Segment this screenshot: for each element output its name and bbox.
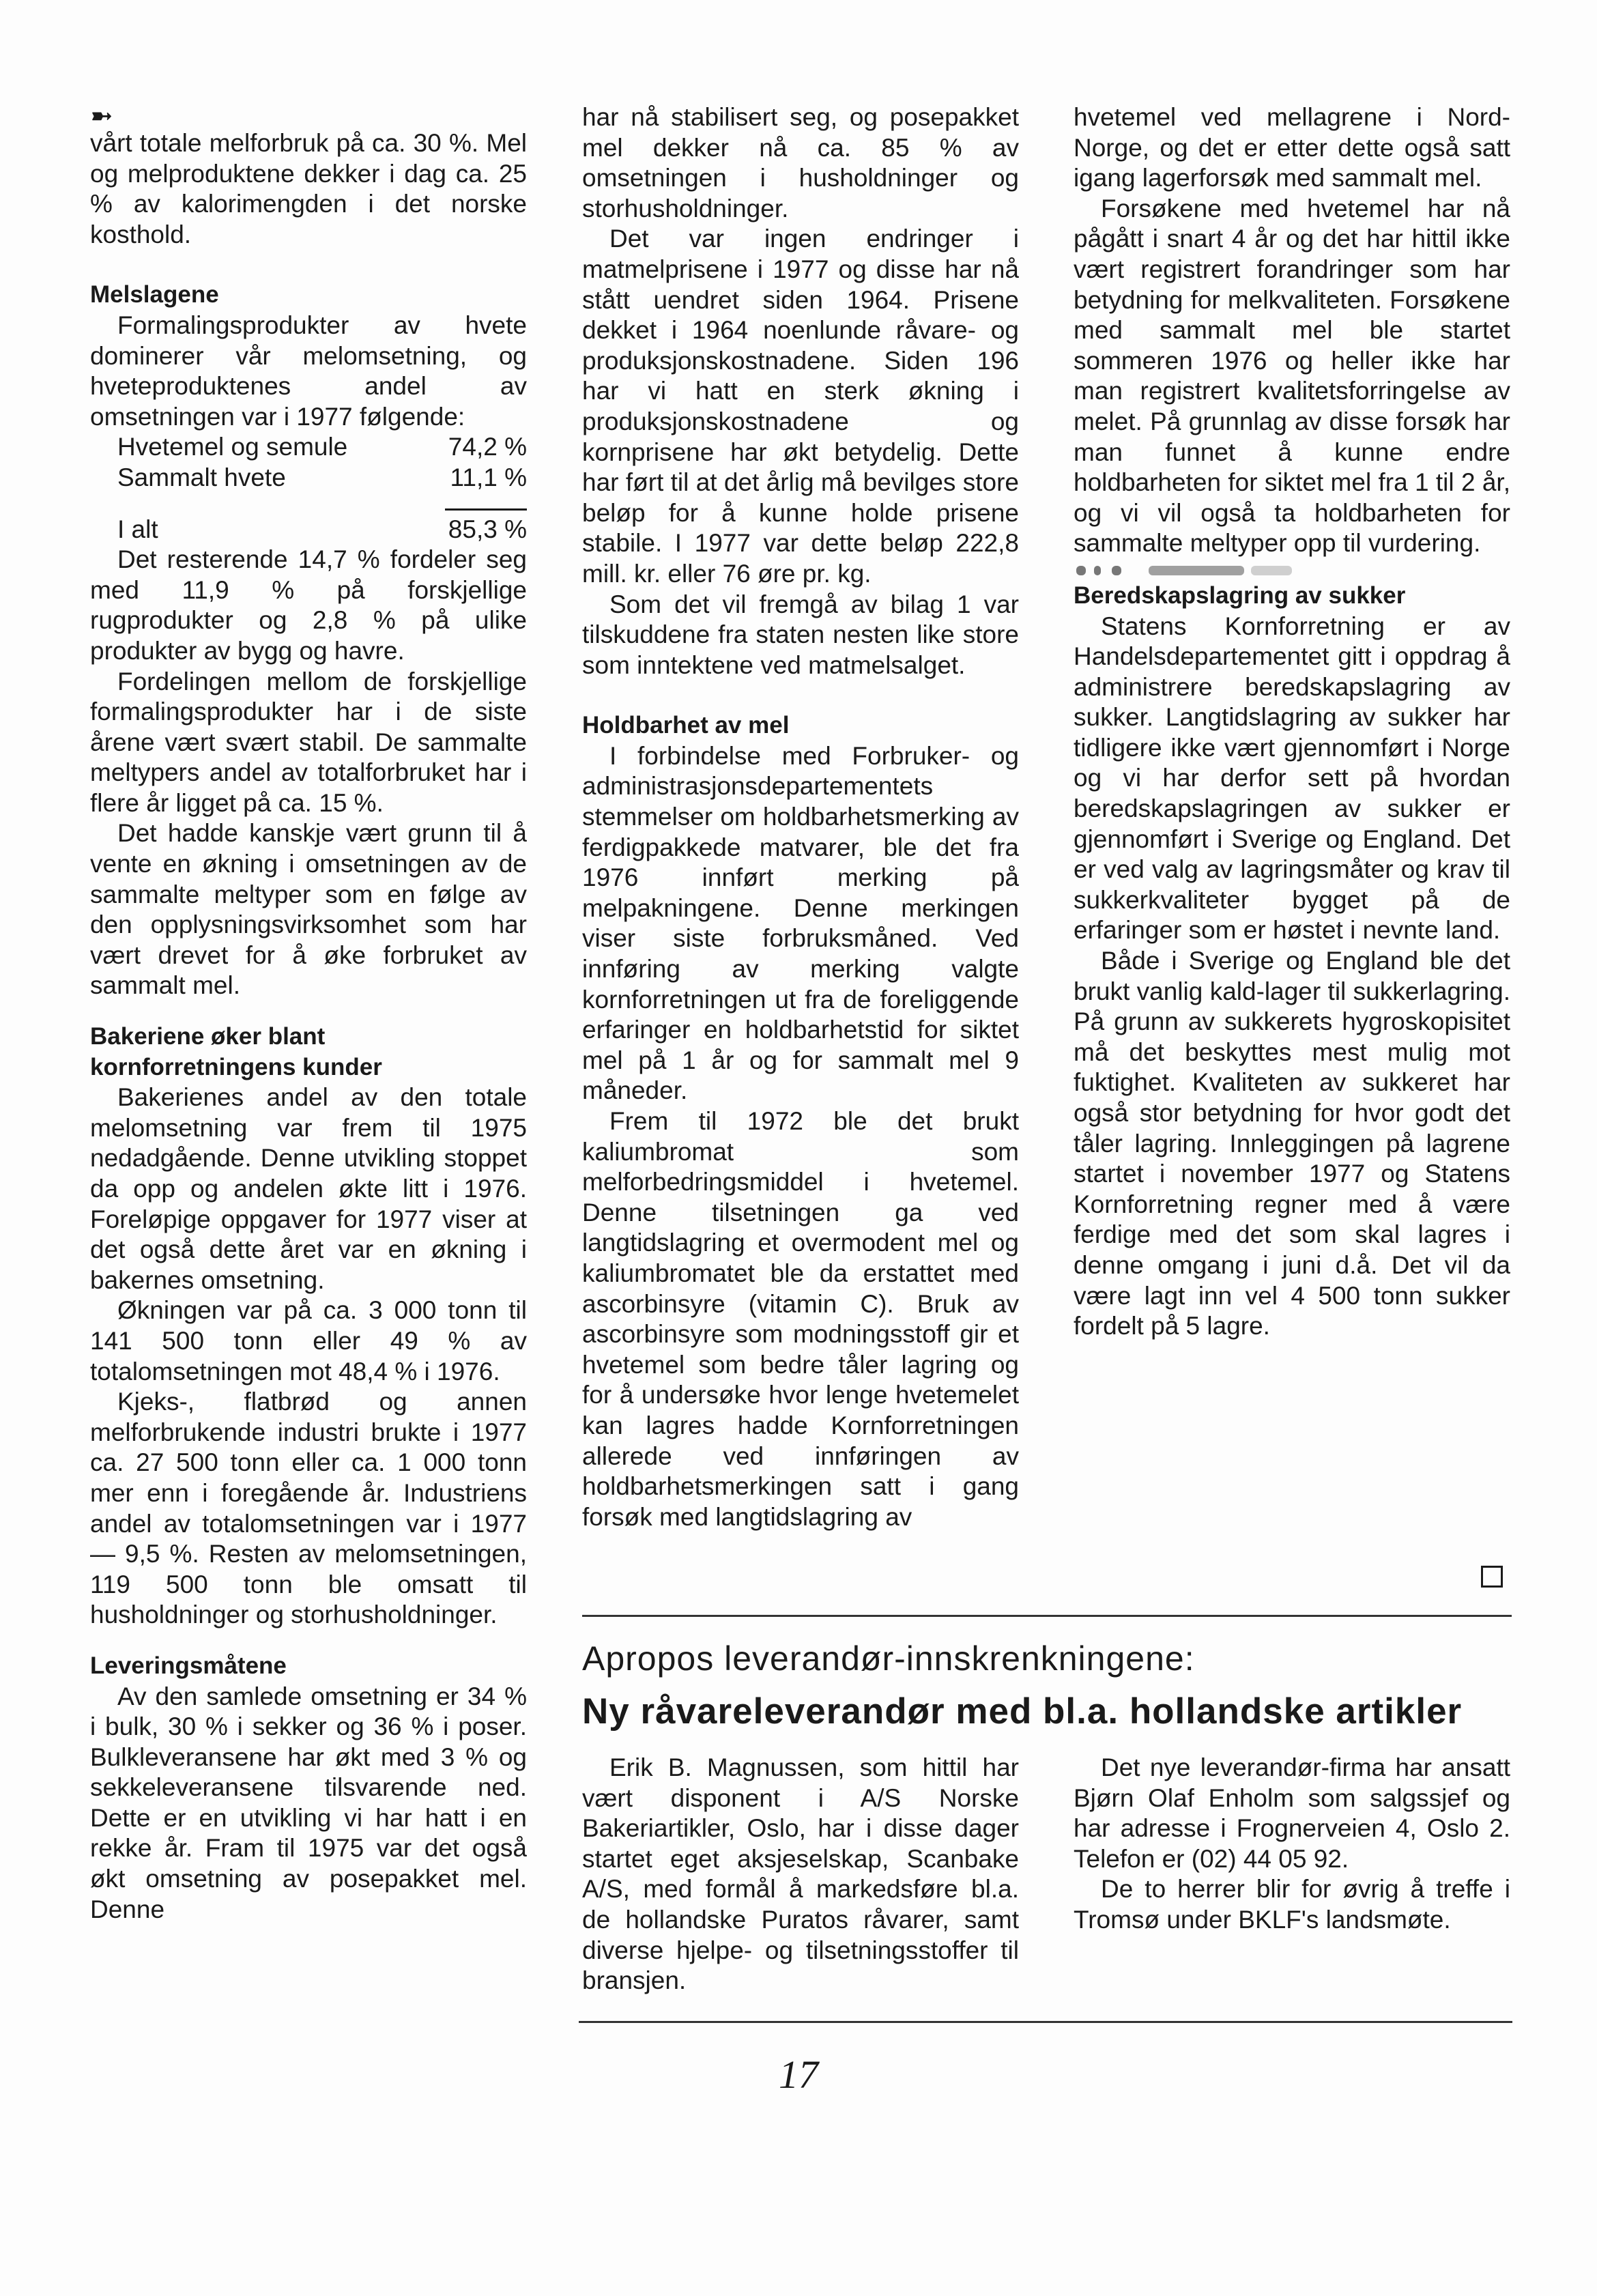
paragraph: Forsøkene med hvetemel har nå pågått i snart 4 år og det har hittil ikke vært registrert forandringer som har betydning for melkvaliteten. Forsøkene med sammalt mel ble startet sommeren 1976 og heller ikke har man registrert kvalitetsforringelse av melet. På grunnlag av disse forsøk har man funnet å kunne endre holdbarheten for siktet mel fra 1 til 2 år, og vi vil også ta holdbarheten for sammalte meltyper opp til vurdering.	[1074, 194, 1510, 558]
paragraph: Som det vil fremgå av bilag 1 var tilskuddene fra staten nesten like store som inntektene ved matmelsalget.	[582, 590, 1019, 679]
article-divider-top	[582, 1615, 1512, 1617]
table-cell-value: 74,2 %	[448, 433, 527, 461]
article-headline: Ny råvareleverandør med bl.a. hollandske artikler	[582, 1691, 1463, 1732]
flour-share-table	[90, 432, 527, 545]
paragraph: Statens Kornforretning er av Handelsdepartementet gitt i oppdrag å administrere beredskapslagring av sukker. Langtidslagring av sukker har tidligere ikke vært gjennomført i Norge og vi har derfor sett på hvordan beredskapslagringen av sukker er gjennomført i Sverige og England. Det er ved valg av lagringsmåter og krav til sukkerkvaliteter bygget på de erfaringer som er høstet i nevnte land.	[1074, 612, 1510, 945]
paragraph: Det var ingen endringer i matmelprisene i 1977 og disse har nå stått uendret siden 1964. Prisene dekket i 1964 noenlunde råvare- og produksjonskostnadene. Siden 196 har vi hatt en sterk økning i produksjonskostnadene og kornprisene har økt betydelig. Dette har ført til at det årlig må bevilges store beløp for å kunne holde prisene stabile. I 1977 var dette beløp 222,8 mill. kr. eller 76 øre pr. kg.	[582, 225, 1019, 588]
paragraph: har nå stabilisert seg, og posepakket mel dekker nå ca. 85 % av omsetningen i husholdninger og storhusholdninger.	[582, 103, 1019, 223]
paragraph: Frem til 1972 ble det brukt kaliumbromat som melforbedringsmiddel i hvetemel. Denne tilsetningen ga ved langtidslagring et overmodent mel og kaliumbromatet ble da erstattet med ascorbinsyre (vitamin C). Bruk av ascorbinsyre som modningsstoff gir et hvetemel som bedre tåler lagring og for å undersøke hvor lenge hvetemelet kan lagres hadde Kornforretningen allerede ved innføringen av holdbarhetsmerkingen satt i gang forsøk med langtidslagring av	[582, 1107, 1019, 1531]
paragraph: Formalingsprodukter av hvete dominerer vår melomsetning, og hveteproduktenes andel av omsetningen var i 1977 følgende:	[90, 311, 527, 431]
paragraph: Kjeks-, flatbrød og annen melforbrukende industri brukte i 1977 ca. 27 500 tonn eller ca. 1 000 tonn mer enn i foregående år. Industriens andel av totalomsetningen var i 1977 — 9,5 %. Resten av melomsetningen, 119 500 tonn ble omsatt til husholdninger og storhusholdninger.	[90, 1388, 527, 1629]
article-column-2	[1074, 1753, 1510, 1936]
continuation-arrow-icon: ➼	[90, 101, 109, 131]
column-3	[1074, 102, 1510, 1342]
table-cell-label: Sammalt hvete	[117, 463, 286, 491]
page-number: 17	[779, 2052, 818, 2097]
column-2	[582, 102, 1019, 1532]
table-sum-rule	[445, 508, 527, 511]
section-heading-bakeriene-line-2: kornforretningens kunder	[90, 1053, 382, 1080]
section-heading-bakeriene: Bakeriene øker blant	[90, 1023, 326, 1050]
print-smudge	[1074, 563, 1510, 581]
paragraph: I forbindelse med Forbruker- og administrasjonsdepartementets stemmelser om holdbarhetsmerking av ferdigpakkede matvarer, ble det fra 1976 innført merking på melpakningene. Denne merkingen viser siste forbruksmåned. Ved innføring av merking valgte kornforretningen ut fra de foreliggende erfaringer en holdbarhetstid for siktet mel på 1 år og for sammalt mel 9 måneder.	[582, 741, 1019, 1105]
table-row	[90, 463, 527, 493]
table-total-value: 85,3 %	[448, 515, 527, 543]
end-of-article-box-icon	[1481, 1566, 1503, 1588]
paragraph: hvetemel ved mellagrene i Nord-Norge, og det er etter dette også satt igang lagerforsøk med sammalt mel.	[1074, 103, 1510, 192]
paragraph: Av den samlede omsetning er 34 % i bulk, 30 % i sekker og 36 % i poser. Bulkleveransene har økt med 3 % og sekkeleveransene tilsvarende ned. Dette er en utvikling vi har hatt i en rekke år. Fram til 1975 var det også økt omsetning av posepakket mel. Denne	[90, 1682, 527, 1923]
paragraph: Det resterende 14,7 % fordeler seg med 11,9 % på forskjellige rugprodukter og 2,8 % på ulike produkter av bygg og havre.	[90, 545, 527, 665]
page-footer-rule	[579, 2021, 1512, 2023]
paragraph: vårt totale melforbruk på ca. 30 %. Mel og melproduktene dekker i dag ca. 25 % av kalorimengden i det norske kosthold.	[90, 129, 527, 248]
table-cell-value: 11,1 %	[450, 463, 527, 491]
section-heading-melslagene: Melslagene	[90, 281, 219, 308]
paragraph: Det nye leverandør-firma har ansatt Bjørn Olaf Enholm som salgssjef og har adresse i Frognerveien 4, Oslo 2. Telefon er (02) 44 05 92.	[1074, 1753, 1510, 1873]
paragraph: Både i Sverige og England ble det brukt vanlig kald-lager til sukkerlagring. På grunn av sukkerets hygroskopisitet må det beskyttes mest mulig mot fuktighet. Kvaliteten av sukkeret har også stor betydning for hvor godt det tåler lagring. Innleggingen på lagrene startet i november 1977 og Statens Kornforretning regner med å være ferdige med det som skal lagres i denne omgang i juni d.å. Det vil da være lagt inn vel 4 500 tonn sukker fordelt på 5 lagre.	[1074, 947, 1510, 1340]
section-heading-leveringsmatene: Leveringsmåtene	[90, 1652, 287, 1679]
table-total-label: I alt	[117, 515, 158, 543]
article-kicker: Apropos leverandør-innskrenkningene:	[582, 1639, 1195, 1678]
paragraph: Erik B. Magnussen, som hittil har vært disponent i A/S Norske Bakeriartikler, Oslo, har i disse dager startet eget aksjeselskap, Scanbake A/S, med formål å markedsføre bl.a. de hollandske Puratos råvarer, samt diverse hjelpe- og tilsetningsstoffer til bransjen.	[582, 1753, 1019, 1995]
column-1	[90, 102, 527, 1925]
table-row	[90, 432, 527, 463]
table-total-row	[90, 515, 527, 545]
section-heading-holdbarhet: Holdbarhet av mel	[582, 712, 790, 739]
section-heading-beredskap: Beredskapslagring av sukker	[1074, 582, 1406, 609]
article-column-1	[582, 1753, 1019, 1996]
paragraph: Fordelingen mellom de forskjellige formalingsprodukter har i de siste årene vært svært stabil. De sammalte meltypers andel av totalforbruket har i flere år ligget på ca. 15 %.	[90, 667, 527, 817]
paragraph: Det hadde kanskje vært grunn til å vente en økning i omsetningen av de sammalte meltyper som en følge av den opplysningsvirksomhet som har vært drevet for å øke forbruket av sammalt mel.	[90, 819, 527, 1000]
paragraph: De to herrer blir for øvrig å treffe i Tromsø under BKLF's landsmøte.	[1074, 1875, 1510, 1934]
table-cell-label: Hvetemel og semule	[117, 433, 348, 461]
paragraph: Bakerienes andel av den totale melomsetning var frem til 1975 nedadgående. Denne utvikling stoppet da opp og andelen økte litt i 1976. Foreløpige oppgaver for 1977 viser at det også dette året var en økning i bakernes omsetning.	[90, 1083, 527, 1294]
paragraph: Økningen var på ca. 3 000 tonn til 141 500 tonn eller 49 % av totalomsetningen mot 48,4 % i 1976.	[90, 1296, 527, 1386]
